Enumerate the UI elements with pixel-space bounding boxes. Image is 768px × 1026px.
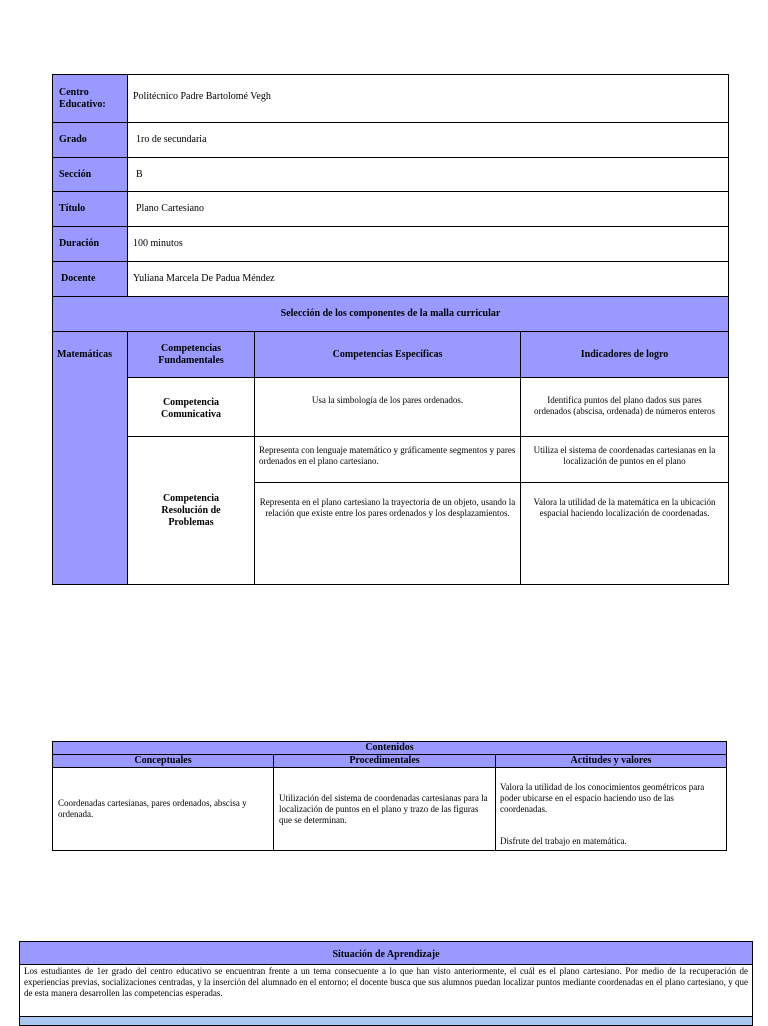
contenidos-title: [52, 741, 727, 755]
header-indicadores-text: Indicadores de logro: [580, 348, 669, 360]
especifica-comunicativa: [254, 377, 521, 437]
contenidos-table: [52, 741, 727, 851]
header-actitudes-text: Actitudes y valores: [570, 755, 652, 766]
value-text: B: [136, 168, 143, 180]
value-text: Plano Cartesiano: [136, 203, 205, 214]
actitudes-cell: [495, 767, 727, 851]
situacion-title-text: Situación de Aprendizaje: [332, 948, 440, 960]
value-text: 1ro de secundaria: [136, 134, 207, 145]
situacion-text-cell: [19, 964, 753, 1017]
indicador-text: Valora la utilidad de la matemática en la ubicación espacial haciendo localización de coordenadas.: [533, 497, 716, 518]
value-text: Politécnico Padre Bartolomé Vegh: [133, 91, 271, 102]
conceptuales-cell: [52, 767, 274, 851]
label-text: Docente: [61, 273, 96, 284]
value-titulo: [127, 191, 729, 227]
value-seccion: [127, 157, 729, 192]
header-conceptuales: [52, 754, 274, 768]
indicador-resolucion-1: [520, 436, 729, 483]
label-text: Título: [59, 203, 86, 214]
header-especificas: [254, 331, 521, 378]
situacion-table: [19, 941, 753, 1024]
header-procedimentales: [273, 754, 496, 768]
indicador-text: Utiliza el sistema de coordenadas cartesianas en la localización de puntos en el plano: [533, 445, 716, 466]
header-fundamentales-text: Competencias Fundamentales: [158, 342, 224, 366]
label-centro-educativo: [52, 74, 128, 123]
malla-title: [52, 296, 729, 332]
value-centro-educativo: [127, 74, 729, 123]
competencia-comunicativa: [127, 377, 255, 437]
especifica-text: Usa la simbología de los pares ordenados.: [311, 395, 464, 405]
value-text: Yuliana Marcela De Padua Méndez: [133, 273, 275, 284]
value-docente: [127, 261, 729, 297]
value-grado: [127, 122, 729, 158]
label-text: Sección: [59, 168, 92, 180]
competencia-resolucion: [127, 436, 255, 585]
header-procedimentales-text: Procedimentales: [349, 755, 420, 766]
indicador-text: Identifica puntos del plano dados sus pares ordenados (abscisa, ordenada) de números enteros: [534, 395, 715, 416]
contenidos-title-text: Contenidos: [365, 742, 414, 753]
situacion-title: [19, 941, 753, 965]
label-text: Grado: [59, 134, 87, 145]
label-titulo: [52, 191, 128, 227]
subject-cell: [52, 331, 128, 585]
situacion-text: Los estudiantes de 1er grado del centro educativo se encuentran frente a un tema consecuente a lo que han visto anteriormente, el cuál es el plano cartesiano. Por medio de la recuperación de experiencias previas, socializaciones centradas, y la inserción del alumnado en el entorno; el docente busca que sus alumnos puedan localizar puntos mediante coordenadas en el plano cartesiano, y que de esta manera desarrollen las competencias esperadas.: [24, 966, 748, 998]
label-text: Duración: [59, 238, 99, 249]
actitudes-text-2: Disfrute del trabajo en matemática.: [500, 836, 627, 846]
especifica-text: Representa con lenguaje matemático y gráficamente segmentos y pares ordenados en el plano cartesiano.: [259, 445, 516, 466]
procedimentales-text: Utilización del sistema de coordenadas cartesianas para la localización de puntos en el plano y trazo de las figuras que se determinan.: [279, 792, 488, 825]
label-duracion: [52, 226, 128, 262]
label-grado: [52, 122, 128, 158]
indicador-comunicativa: [520, 377, 729, 437]
label-seccion: [52, 157, 128, 192]
header-fundamentales: [127, 331, 255, 378]
value-duracion: [127, 226, 729, 262]
value-text: 100 minutos: [133, 238, 183, 249]
conceptuales-text: Coordenadas cartesianas, pares ordenados, abscisa y ordenada.: [58, 798, 247, 819]
actitudes-text-1: Valora la utilidad de los conocimientos geométricos para poder ubicarse en el espacio haciendo uso de las coordenadas.: [500, 782, 705, 814]
label-docente: [52, 261, 128, 297]
malla-curricular-table: [52, 296, 729, 585]
competencia-comunicativa-text: Competencia Comunicativa: [161, 397, 221, 420]
label-text: Centro Educativo:: [59, 86, 106, 110]
especifica-resolucion-1: [254, 436, 521, 483]
next-section-header-strip: [19, 1016, 753, 1026]
header-indicadores: [520, 331, 729, 378]
header-conceptuales-text: Conceptuales: [134, 755, 192, 766]
especifica-text: Representa en el plano cartesiano la trayectoria de un objeto, usando la relación que existe entre los pares ordenados y los desplazamientos.: [259, 497, 516, 518]
competencia-resolucion-text: Competencia Resolución de Problemas: [161, 492, 221, 528]
procedimentales-cell: [273, 767, 496, 851]
indicador-resolucion-2: [520, 482, 729, 585]
header-actitudes: [495, 754, 727, 768]
especifica-resolucion-2: [254, 482, 521, 585]
info-table: [52, 74, 729, 297]
header-especificas-text: Competencias Específicas: [332, 348, 443, 360]
malla-title-text: Selección de los componentes de la malla curricular: [280, 308, 501, 319]
subject-text: Matemáticas: [57, 349, 112, 360]
